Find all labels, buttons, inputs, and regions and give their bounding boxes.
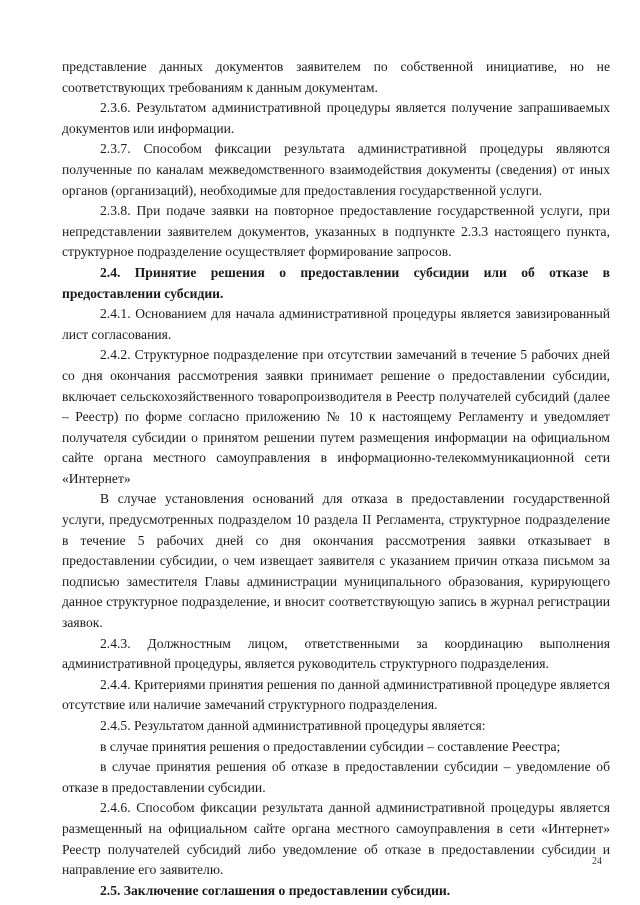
paragraph-result-approval: в случае принятия решения о предоставлении субсидии – составление Реестра; xyxy=(100,738,561,754)
section-heading-2-4: 2.4. Принятие решения о предоставлении субсидии или об отказе в предоставлении субсидии. xyxy=(62,264,610,301)
paragraph-refusal-case: В случае установления оснований для отказа в предоставлении государственной услуги, предусмотренных подразделом 10 раздела II Регламента, структурное подразделение в течение 5 рабочих дней со дня окончания рассмотрения заявки отказывает в предоставлении субсидии, о чем извещает заявителя с указанием причин отказа письмом за подписью заместителя Главы администрации муниципального образования, курирующего данное структурное подразделение, и вносит соответствующую запись в журнал регистрации заявок. xyxy=(62,491,610,631)
paragraph-2-3-7: 2.3.7. Способом фиксации результата административной процедуры являются полученные по каналам межведомственного взаимодействия документы (сведения) от иных органов (организаций), необходимые для предоставления государственной услуги. xyxy=(62,141,610,198)
paragraph-2-4-4: 2.4.4. Критериями принятия решения по данной административной процедуре является отсутствие или наличие замечаний структурного подразделения. xyxy=(62,676,610,713)
paragraph-2-3-8: 2.3.8. При подаче заявки на повторное предоставление государственной услуги, при непредставлении заявителем документов, указанных в подпункте 2.3.3 настоящего пункта, структурное подразделение осуществляет формирование запросов. xyxy=(62,203,610,260)
document-body xyxy=(62,57,610,901)
paragraph-2-3-6: 2.3.6. Результатом административной процедуры является получение запрашиваемых документов или информации. xyxy=(62,100,610,136)
paragraph-continuation: представление данных документов заявителем по собственной инициативе, но не соответствующих требованиям к данным документам. xyxy=(62,59,610,95)
paragraph-result-refusal: в случае принятия решения об отказе в предоставлении субсидии – уведомление об отказе в предоставлении субсидии. xyxy=(62,759,610,795)
section-heading-2-5: 2.5. Заключение соглашения о предоставлении субсидии. xyxy=(100,882,451,898)
paragraph-2-4-2: 2.4.2. Структурное подразделение при отсутствии замечаний в течение 5 рабочих дней со дня окончания рассмотрения заявки принимает решение о предоставлении субсидии, включает сельскохозяйственного товаропроизводителя в Реестр получателей субсидий (далее – Реестр) по форме согласно приложению № 10 к настоящему Регламенту и уведомляет получателя субсидии о принятом решении путем размещения информации на официальном сайте органа местного самоуправления в информационно-телекоммуникационной сети «Интернет» xyxy=(62,347,610,486)
paragraph-2-4-5: 2.4.5. Результатом данной административной процедуры является: xyxy=(100,718,486,733)
paragraph-2-4-6: 2.4.6. Способом фиксации результата данной административной процедуры является размещенный на официальном сайте органа местного самоуправления в сети «Интернет» Реестр получателей субсидий либо уведомление об отказе в предоставлении субсидии и направление его заявителю. xyxy=(62,800,610,878)
page-number: 24 xyxy=(592,856,602,867)
paragraph-2-4-1: 2.4.1. Основанием для начала административной процедуры является завизированный лист согласования. xyxy=(62,306,610,342)
paragraph-2-4-3: 2.4.3. Должностным лицом, ответственными за координацию выполнения административной процедуры, является руководитель структурного подразделения. xyxy=(62,635,610,672)
